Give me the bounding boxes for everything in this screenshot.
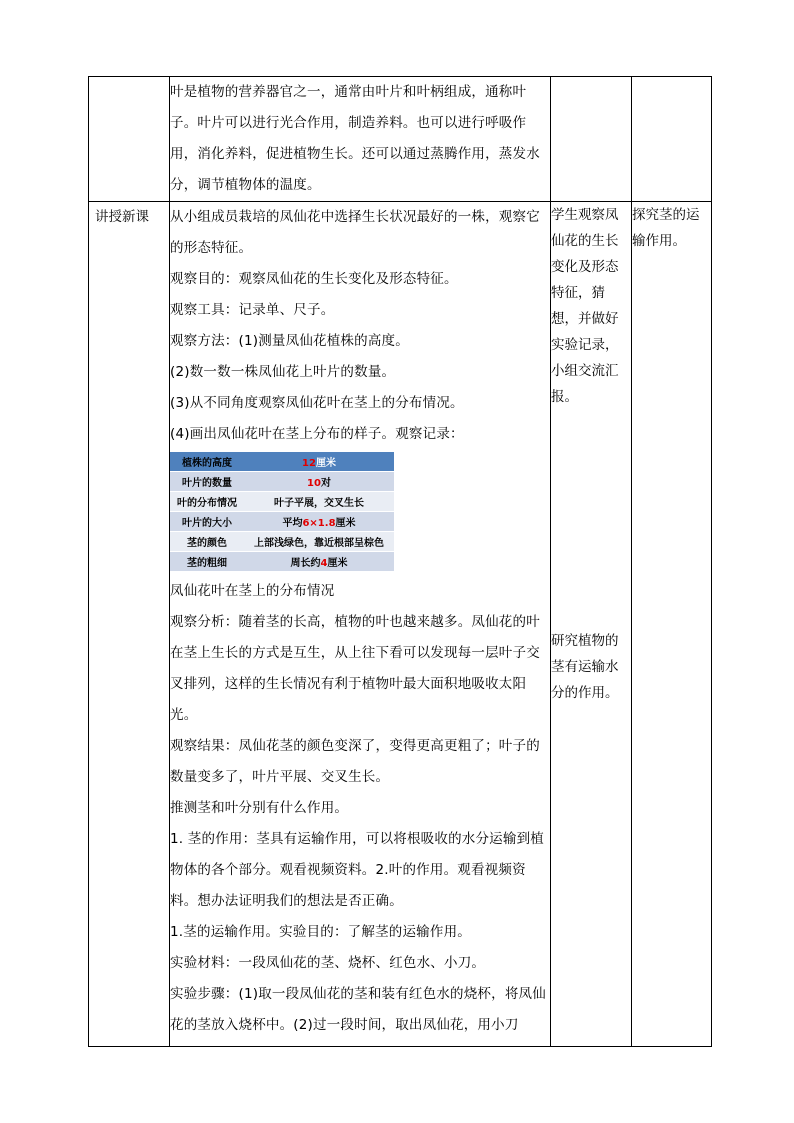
record-key: 叶片的大小 [170, 512, 244, 532]
design-intent-cell-empty [632, 77, 712, 202]
stage-label: 讲授新课 [95, 209, 149, 225]
observation-record-table [170, 452, 394, 572]
content-cell [170, 77, 551, 202]
record-row [170, 452, 394, 472]
paragraph: 1.茎的运输作用。实验目的：了解茎的运输作用。 [170, 924, 471, 940]
record-row [170, 492, 394, 512]
paragraph: 观察工具：记录单、尺子。 [170, 302, 335, 318]
record-key: 茎的颜色 [170, 532, 244, 552]
paragraph: (2)数一数一株凤仙花上叶片的数量。 [170, 364, 396, 380]
paragraph: 观察目的：观察凤仙花的生长变化及形态特征。 [170, 271, 458, 287]
record-key: 茎的粗细 [170, 552, 244, 572]
record-value: 平均6×1.8厘米 [244, 512, 394, 532]
design-intent-cell [632, 202, 712, 1047]
table-row [89, 77, 712, 202]
stage-cell-empty [89, 77, 170, 202]
spacer [551, 410, 631, 628]
record-value: 周长约4厘米 [244, 552, 394, 572]
paragraph: 观察分析：随着茎的长高，植物的叶也越来越多。凤仙花的叶在茎上生长的方式是互生，从上往下看可以发现每一层叶子交叉排列，这样的生长情况有利于植物叶最大面积地吸收太阳光。 [170, 614, 540, 723]
student-activity-text: 研究植物的茎有运输水分的作用。 [551, 633, 619, 701]
paragraph: 实验步骤：(1)取一段凤仙花的茎和装有红色水的烧杯，将凤仙花的茎放入烧杯中。(2)过一段时间，取出凤仙花，用小刀 [170, 986, 546, 1033]
content-cell [170, 202, 551, 1047]
record-key: 植株的高度 [170, 452, 244, 472]
paragraph: 1. 茎的作用：茎具有运输作用，可以将根吸收的水分运输到植物体的各个部分。观看视频资料。2.叶的作用。观看视频资料。想办法证明我们的想法是否正确。 [170, 831, 544, 909]
record-row [170, 552, 394, 572]
design-intent-text: 探究茎的运输作用。 [632, 207, 700, 249]
student-activity-text: 学生观察凤仙花的生长变化及形态特征，猜想，并做好实验记录，小组交流汇报。 [551, 207, 619, 405]
paragraph: (3)从不同角度观察凤仙花叶在茎上的分布情况。 [170, 395, 464, 411]
leaf-intro-paragraph: 叶是植物的营养器官之一，通常由叶片和叶柄组成，通称叶子。叶片可以进行光合作用，制造养料。也可以进行呼吸作用，消化养料，促进植物生长。还可以通过蒸腾作用，蒸发水分，调节植物体的温度。 [170, 84, 540, 193]
record-row [170, 472, 394, 492]
lesson-plan-table [88, 76, 712, 1047]
figure-caption: 凤仙花叶在茎上的分布情况 [170, 583, 335, 599]
paragraph: 观察结果：凤仙花茎的颜色变深了，变得更高更粗了；叶子的数量变多了，叶片平展、交叉生长。 [170, 738, 540, 785]
record-value: 上部浅绿色，靠近根部呈棕色 [244, 532, 394, 552]
record-key: 叶的分布情况 [170, 492, 244, 512]
paragraph: 推测茎和叶分别有什么作用。 [170, 800, 349, 816]
student-activity-cell [551, 202, 632, 1047]
table-row [89, 202, 712, 1047]
record-key: 叶片的数量 [170, 472, 244, 492]
record-row [170, 512, 394, 532]
record-value: 叶子平展，交叉生长 [244, 492, 394, 512]
student-activity-cell-empty [551, 77, 632, 202]
paragraph: 实验材料：一段凤仙花的茎、烧杯、红色水、小刀。 [170, 955, 486, 971]
paragraph: 观察方法：(1)测量凤仙花植株的高度。 [170, 333, 409, 349]
record-value: 10对 [244, 472, 394, 492]
paragraph: (4)画出凤仙花叶在茎上分布的样子。观察记录： [170, 426, 464, 442]
stage-cell [89, 202, 170, 1047]
record-row [170, 532, 394, 552]
paragraph: 从小组成员栽培的凤仙花中选择生长状况最好的一株，观察它的形态特征。 [170, 209, 540, 256]
record-value: 12厘米 [244, 452, 394, 472]
